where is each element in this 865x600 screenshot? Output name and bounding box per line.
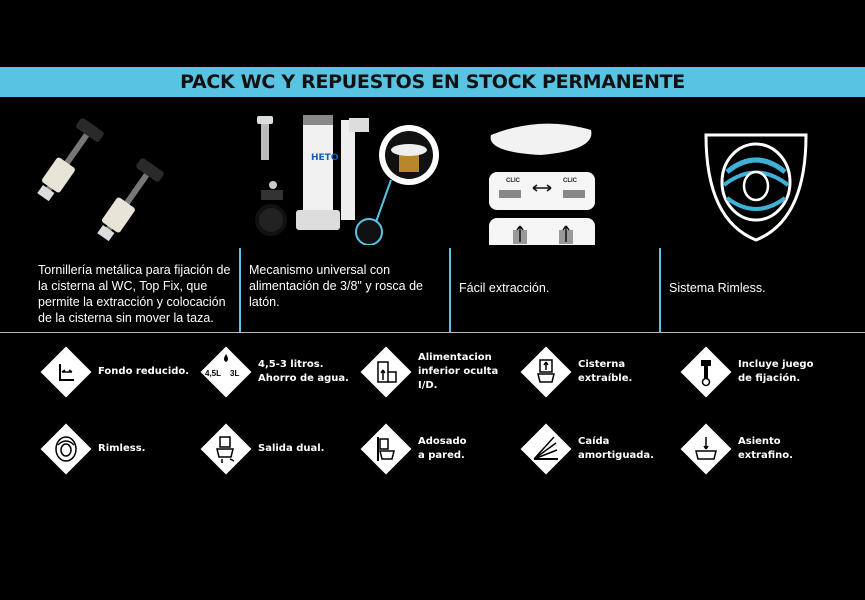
soft-close-icon xyxy=(520,423,572,475)
feature-bottom-inlet xyxy=(360,347,520,397)
back-to-wall-icon xyxy=(360,423,412,475)
feature-soft-close xyxy=(520,424,680,474)
flush-mechanism-image xyxy=(241,110,450,245)
clic-label: CLIC xyxy=(506,178,520,184)
rimless-shield-icon xyxy=(661,110,865,245)
product-seat xyxy=(451,110,660,332)
feature-label: Incluye juego de fijación. xyxy=(738,359,814,384)
brand-logo: HETO xyxy=(311,153,339,163)
badge-45l: 4,5L xyxy=(205,369,222,378)
product-flush-mechanism xyxy=(241,110,450,332)
slim-seat-icon xyxy=(680,423,732,475)
seat-image xyxy=(451,110,660,245)
water-saving-icon xyxy=(200,346,252,398)
feature-label: Fondo reducido. xyxy=(98,366,190,377)
feature-label: 4,5-3 litros. Ahorro de agua. xyxy=(258,359,349,384)
feature-reduced-depth xyxy=(40,347,200,397)
fixing-screws-image xyxy=(30,110,240,245)
feature-label: Salida dual. xyxy=(258,443,325,454)
feature-fixing-kit xyxy=(680,347,840,397)
title-banner xyxy=(0,67,865,97)
removable-cistern-icon xyxy=(520,346,572,398)
feature-dual-outlet xyxy=(200,424,360,474)
product-description: Fácil extracción. xyxy=(459,281,550,295)
product-description: Sistema Rimless. xyxy=(669,281,766,295)
product-description: Mecanismo universal con alimentación de 3/8" y rosca de latón. xyxy=(249,263,423,309)
badge-3l: 3L xyxy=(230,369,240,378)
feature-water-saving xyxy=(200,347,360,397)
feature-label: Rimless. xyxy=(98,443,146,454)
divider xyxy=(0,332,865,333)
product-description: Tornillería metálica para fijación de la cisterna al WC, Top Fix, que permite la extracción y colocación de la cisterna sin mover la taza. xyxy=(38,263,231,325)
product-fixing-screws xyxy=(30,110,240,332)
feature-rimless xyxy=(40,424,200,474)
feature-label: Caída amortiguada. xyxy=(578,436,654,461)
fixing-kit-icon xyxy=(680,346,732,398)
feature-slim-seat xyxy=(680,424,840,474)
feature-label: Cisterna extraíble. xyxy=(578,359,633,384)
rimless-icon xyxy=(40,423,92,475)
feature-removable-cistern xyxy=(520,347,680,397)
clic-label: CLIC xyxy=(563,178,577,184)
page-title: PACK WC Y REPUESTOS EN STOCK PERMANENTE xyxy=(180,71,685,93)
feature-label: Adosado a pared. xyxy=(418,436,467,461)
bottom-inlet-icon xyxy=(360,346,412,398)
feature-label: Alimentacion inferior oculta I/D. xyxy=(418,352,499,391)
reduced-depth-icon xyxy=(40,346,92,398)
feature-back-to-wall xyxy=(360,424,520,474)
dual-outlet-icon xyxy=(200,423,252,475)
product-rimless xyxy=(661,110,865,332)
feature-label: Asiento extrafino. xyxy=(738,436,793,461)
